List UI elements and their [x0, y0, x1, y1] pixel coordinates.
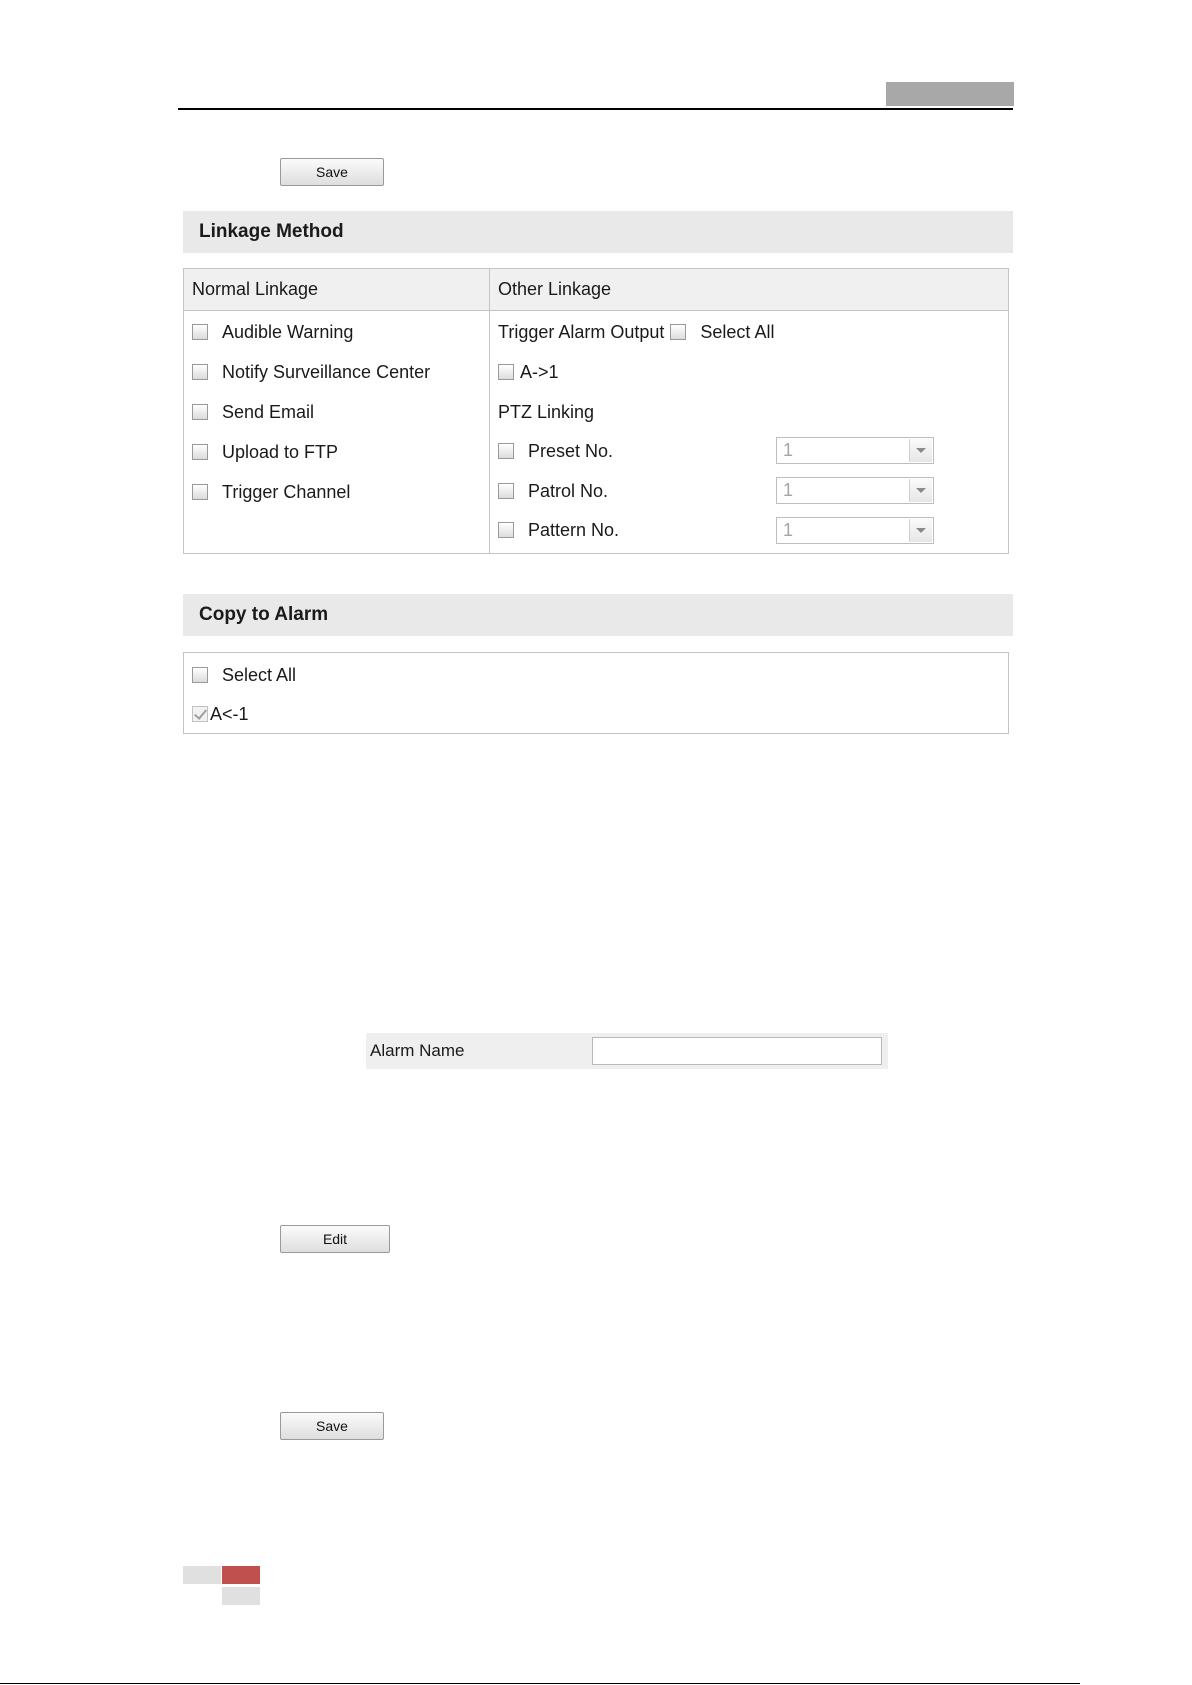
select-all-outputs-checkbox[interactable] [670, 324, 686, 340]
trigger-channel-checkbox[interactable] [192, 484, 208, 500]
header-tab-marker [886, 82, 1014, 106]
patrol-label: Patrol No. [528, 480, 609, 501]
linkage-method-title: Linkage Method [183, 211, 1013, 253]
patrol-checkbox[interactable] [498, 483, 514, 499]
audible-warning-row[interactable] [192, 320, 353, 344]
alarm-output-checkbox[interactable] [498, 364, 514, 380]
send-email-checkbox[interactable] [192, 404, 208, 420]
copy-alarm-item-row[interactable] [192, 702, 249, 726]
copy-to-alarm-title: Copy to Alarm [183, 594, 1013, 636]
pattern-select[interactable] [776, 517, 934, 544]
trigger-alarm-output-label: Trigger Alarm Output [498, 321, 665, 342]
footer-block-gray [183, 1566, 221, 1584]
trigger-channel-row[interactable] [192, 480, 350, 504]
copy-select-all-label: Select All [222, 664, 297, 685]
alarm-name-label: Alarm Name [370, 1041, 465, 1060]
linkage-method-table [183, 268, 1009, 554]
trigger-alarm-output-row [498, 320, 774, 344]
normal-linkage-header: Normal Linkage [184, 269, 489, 311]
preset-checkbox[interactable] [498, 443, 514, 459]
other-linkage-header: Other Linkage [490, 269, 1008, 311]
pattern-row[interactable] [498, 518, 619, 542]
pattern-label: Pattern No. [528, 519, 620, 540]
notify-surveillance-center-checkbox[interactable] [192, 364, 208, 380]
bottom-rule [0, 1683, 1080, 1684]
chevron-down-icon[interactable] [909, 439, 932, 462]
trigger-channel-label: Trigger Channel [222, 481, 351, 502]
patrol-row[interactable] [498, 479, 608, 503]
chevron-down-icon[interactable] [909, 479, 932, 502]
patrol-select-value: 1 [783, 480, 794, 500]
footer-block-accent [222, 1566, 260, 1584]
send-email-label: Send Email [222, 401, 315, 422]
header-rule [178, 108, 1013, 110]
audible-warning-checkbox[interactable] [192, 324, 208, 340]
copy-alarm-item-checkbox[interactable] [192, 706, 208, 722]
preset-select-value: 1 [783, 440, 794, 460]
ptz-linking-text: PTZ Linking [498, 401, 595, 422]
alarm-name-field-group [366, 1033, 888, 1069]
upload-to-ftp-label: Upload to FTP [222, 441, 339, 462]
audible-warning-label: Audible Warning [222, 321, 354, 342]
notify-surveillance-center-label: Notify Surveillance Center [222, 361, 431, 382]
upload-to-ftp-checkbox[interactable] [192, 444, 208, 460]
save-button-bottom[interactable]: Save [280, 1412, 384, 1440]
select-all-outputs-label: Select All [700, 321, 775, 342]
patrol-select[interactable] [776, 477, 934, 504]
copy-alarm-item-label: A<-1 [210, 703, 249, 724]
preset-select[interactable] [776, 437, 934, 464]
copy-select-all-checkbox[interactable] [192, 667, 208, 683]
save-button-top[interactable]: Save [280, 158, 384, 186]
preset-row[interactable] [498, 439, 613, 463]
alarm-name-input[interactable] [592, 1037, 882, 1065]
column-divider [489, 269, 490, 553]
alarm-output-row[interactable] [498, 360, 559, 384]
preset-label: Preset No. [528, 440, 614, 461]
ptz-linking-label [498, 400, 594, 424]
pattern-select-value: 1 [783, 520, 794, 540]
copy-to-alarm-panel [183, 652, 1009, 734]
notify-surveillance-center-row[interactable] [192, 360, 430, 384]
copy-select-all-row[interactable] [192, 663, 296, 687]
alarm-output-label: A->1 [520, 361, 559, 382]
send-email-row[interactable] [192, 400, 314, 424]
footer-block-gray-lower [222, 1587, 260, 1605]
pattern-checkbox[interactable] [498, 522, 514, 538]
edit-button[interactable]: Edit [280, 1225, 390, 1253]
upload-to-ftp-row[interactable] [192, 440, 338, 464]
chevron-down-icon[interactable] [909, 519, 932, 542]
